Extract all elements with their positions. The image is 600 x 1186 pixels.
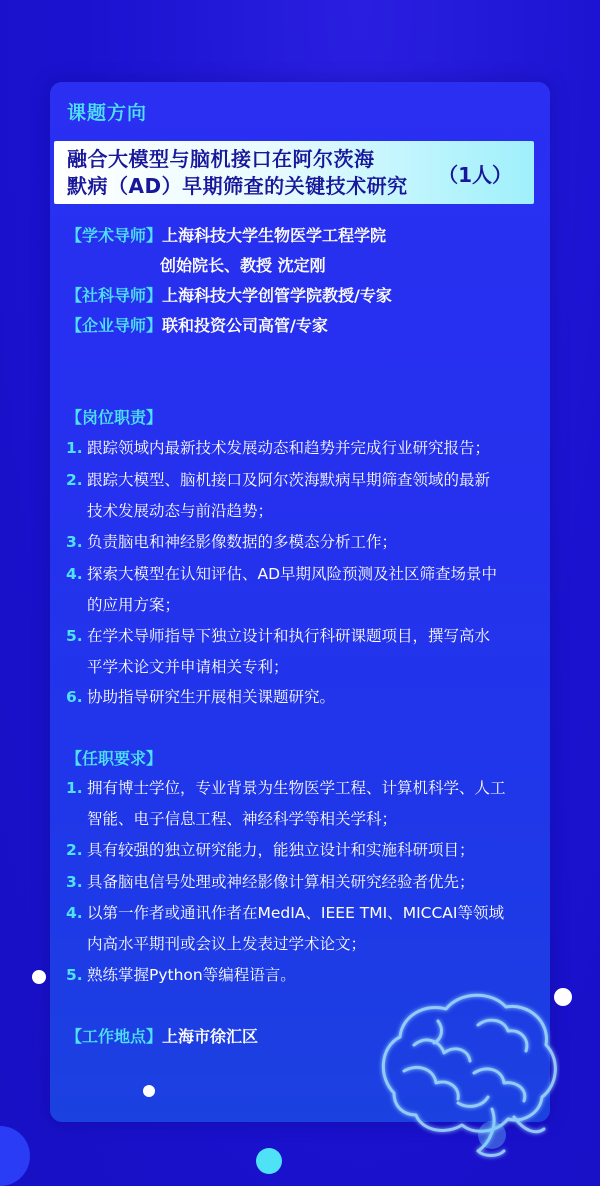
item-number: 3. xyxy=(66,533,83,551)
workplace xyxy=(66,1024,258,1047)
mentor-value: 上海科技大学创管学院教授/专家 xyxy=(162,286,392,305)
item-line: 协助指导研究生开展相关课题研究。 xyxy=(87,688,336,706)
item-number: 4. xyxy=(66,565,83,583)
mentor-academic-title xyxy=(160,256,326,276)
requirements-heading: 【任职要求】 xyxy=(66,749,163,768)
decor-dot xyxy=(256,1148,282,1174)
item-line: 的应用方案； xyxy=(87,596,181,614)
topic-title xyxy=(67,146,408,200)
topic-title-line-2: 默病（AD）早期筛查的关键技术研究 xyxy=(67,174,408,198)
duties-heading: 【岗位职责】 xyxy=(66,408,163,427)
item-line: 拥有博士学位，专业背景为生物医学工程、计算机科学、人工 xyxy=(87,779,506,797)
duty-item xyxy=(66,682,540,713)
item-number: 3. xyxy=(66,873,83,891)
requirement-item xyxy=(66,773,540,835)
requirement-item xyxy=(66,898,540,960)
decor-dot xyxy=(0,1126,30,1186)
mentor-label: 【企业导师】 xyxy=(66,316,163,335)
mentor-social-science xyxy=(66,286,392,306)
item-line: 技术发展动态与前沿趋势； xyxy=(87,502,274,520)
duty-item xyxy=(66,559,540,621)
duty-item xyxy=(66,465,540,527)
workplace-value: 上海市徐汇区 xyxy=(162,1027,259,1046)
item-line: 具备脑电信号处理或神经影像计算相关研究经验者优先； xyxy=(87,873,475,891)
mentor-value: 上海科技大学生物医学工程学院 xyxy=(162,226,387,245)
item-line: 在学术导师指导下独立设计和执行科研课题项目，撰写高水 xyxy=(87,627,491,645)
item-line: 平学术论文并申请相关专利； xyxy=(87,658,289,676)
decor-dot xyxy=(143,1085,155,1097)
topic-title-bar xyxy=(54,141,534,204)
item-line: 内高水平期刊或会议上发表过学术论文； xyxy=(87,935,367,953)
requirement-item xyxy=(66,867,540,898)
item-number: 2. xyxy=(66,471,83,489)
duty-item xyxy=(66,433,540,464)
item-number: 6. xyxy=(66,688,83,706)
item-line: 具有较强的独立研究能力，能独立设计和实施科研项目； xyxy=(87,841,475,859)
item-number: 5. xyxy=(66,966,83,984)
item-line: 以第一作者或通讯作者在MedIA、IEEE TMI、MICCAI等领域 xyxy=(87,904,504,922)
topic-title-line-1: 融合大模型与脑机接口在阿尔茨海 xyxy=(67,147,375,171)
mentor-academic xyxy=(66,226,386,246)
mentor-label: 【社科导师】 xyxy=(66,286,163,305)
headcount: （1人） xyxy=(438,163,512,187)
duty-item xyxy=(66,621,540,683)
item-number: 4. xyxy=(66,904,83,922)
duty-item xyxy=(66,527,540,558)
item-line: 跟踪大模型、脑机接口及阿尔茨海默病早期筛查领域的最新 xyxy=(87,471,491,489)
mentor-value: 创始院长、教授 沈定刚 xyxy=(160,256,326,275)
item-number: 5. xyxy=(66,627,83,645)
mentor-enterprise xyxy=(66,316,328,336)
item-number: 1. xyxy=(66,779,83,797)
decor-dot xyxy=(32,970,46,984)
mentor-label: 【学术导师】 xyxy=(66,226,163,245)
item-line: 熟练掌握Python等编程语言。 xyxy=(87,966,296,984)
brain-icon xyxy=(374,985,560,1165)
item-number: 1. xyxy=(66,439,83,457)
workplace-label: 【工作地点】 xyxy=(66,1027,163,1046)
item-line: 探索大模型在认知评估、AD早期风险预测及社区筛查场景中 xyxy=(87,565,498,583)
item-number: 2. xyxy=(66,841,83,859)
mentor-value: 联和投资公司高管/专家 xyxy=(162,316,328,335)
item-line: 负责脑电和神经影像数据的多模态分析工作； xyxy=(87,533,398,551)
item-line: 智能、电子信息工程、神经科学等相关学科； xyxy=(87,810,398,828)
requirement-item xyxy=(66,835,540,866)
topic-heading: 课题方向 xyxy=(67,102,148,124)
item-line: 跟踪领域内最新技术发展动态和趋势并完成行业研究报告； xyxy=(87,439,491,457)
